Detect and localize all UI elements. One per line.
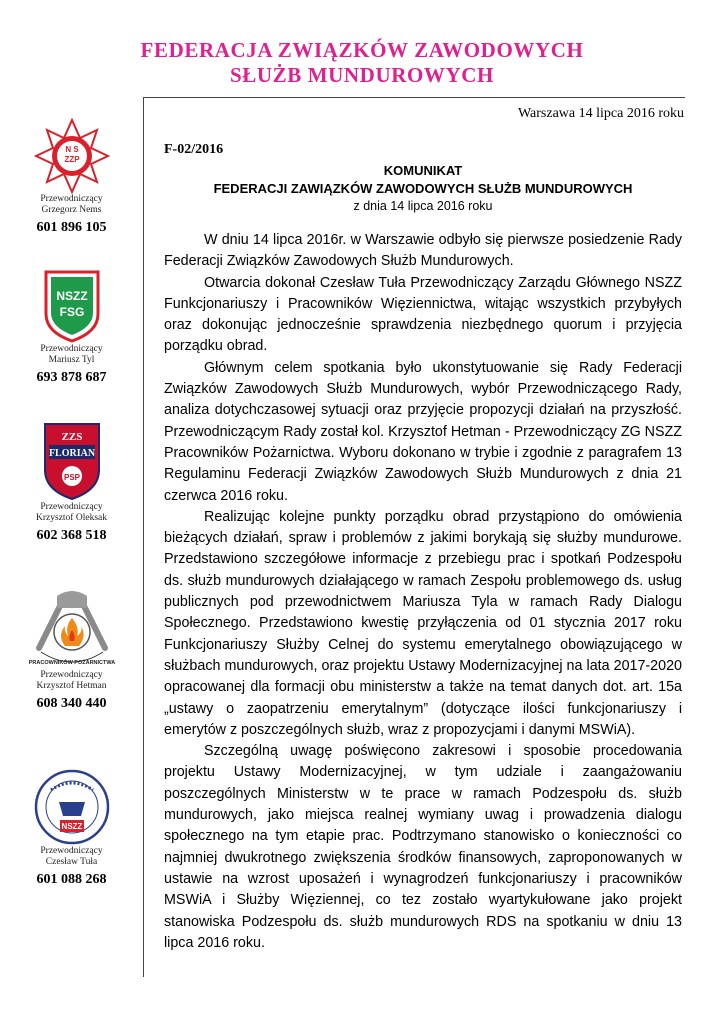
contact-role: Przewodniczący: [40, 194, 103, 204]
header-line-2: SŁUŻB MUNDUROWYCH: [230, 63, 494, 87]
sidebar-contact-2: [0, 268, 143, 386]
svg-text:PRACOWNIKÓW POŻARNICTWA: PRACOWNIKÓW POŻARNICTWA: [28, 660, 115, 666]
paragraph: Realizując kolejne punkty porządku obrad przystąpiono do omówienia bieżących działań, spraw i problemów z jakimi borykają się służby mundurowe. Przedstawiono szczegółowe informacje z przebiegu prac i spotkań Podzespołu ds. służb mundurowych działającego w ramach Zespołu problemowego ds. usług publicznych pod przewodnictwem Mariusza Tyla w ramach Rady Dialogu Społecznego. Przedstawiono kwestię przyłączenia od 01 stycznia 2017 roku Funkcjonariuszy Służby Celnej do systemu emerytalnego obowiązującego w służbach mundurowych, oraz projektu Ustawy Modernizacyjnej na lata 2017-2020 opracowanej dla formacji obu ministerstw a także na temat danych dot. art. 15a „ustawy o zaopatrzeniu emerytalnym” (dotyczące ilości funkcjonariuszy i emerytów z poszczególnych służb, wraz z propozycjami i danymi MSWiA).: [164, 508, 682, 738]
sidebar-contact-1: [0, 118, 143, 236]
vertical-rule: [143, 97, 144, 977]
svg-text:NSZZ: NSZZ: [55, 289, 88, 303]
paragraph: Otwarcia dokonał Czesław Tuła Przewodniczący Zarządu Głównego NSZZ Funkcjonariuszy i Pracowników Więziennictwa, witając wszystkich przybyłych oraz dokonując jednocześnie sprawdzenia niezbędnego quorum i przyjęcia porządku obrad.: [164, 274, 682, 355]
svg-text:NSZZ: NSZZ: [61, 822, 82, 831]
contact-name: Krzysztof Oleksak: [36, 513, 107, 523]
contact-name: Krzysztof Hetman: [36, 681, 107, 691]
document-body: [164, 142, 682, 954]
paragraph: Szczególną uwagę poświęcono zakresowi i sposobie procedowania projektu Ustawy Modernizacyjnej, w tym udziale i zaangażowaniu poszczególnych Ministerstw w te prace w ramach Podzespołu ds. służb mundurowych, jako miejsca realnej wymiany uwag i prowadzenia dialogu społecznego na tym etapie prac. Podtrzymano stanowisko o konieczności co najmniej dwukrotnego zwiększenia środków finansowych, zaproponowanych w ustawie na wzrost uposażeń i wynagrodzeń funkcjonariuszy i pracowników MSWiA i Służby Więziennej, co tez zostało wyartykułowane jako projekt stanowiska Podzespołu ds. służb mundurowych RDS na spotkaniu w dniu 13 lipca 2016 roku.: [164, 743, 682, 951]
document-subtitle: z dnia 14 lipca 2016 roku: [353, 199, 493, 213]
document-title-line-2: FEDERACJI ZAWIĄZKÓW ZAWODOWYCH SŁUŻB MUNDUROWYCH: [213, 181, 633, 196]
nszzp-police-logo-icon: [34, 118, 110, 194]
nszz-fsg-logo-icon: [40, 268, 104, 344]
sidebar-contact-5: [0, 768, 143, 888]
svg-text:ZZS: ZZS: [61, 431, 82, 443]
nszz-pracownikow-pozarnictwa-logo-icon: [27, 586, 117, 670]
header-line-1: FEDERACJA ZWIĄZKÓW ZAWODOWYCH: [140, 38, 584, 62]
contact-name: Grzegorz Nems: [41, 205, 102, 215]
svg-text:FSG: FSG: [59, 305, 84, 319]
nszz-wieziennictwa-logo-icon: [33, 768, 111, 846]
svg-text:PSP: PSP: [63, 473, 80, 482]
svg-text:N S: N S: [64, 145, 79, 154]
contact-role: Przewodniczący: [40, 344, 103, 354]
contact-role: Przewodniczący: [40, 670, 103, 680]
zzs-florian-logo-icon: [41, 420, 103, 502]
document-title: KOMUNIKAT: [383, 163, 463, 178]
contact-phone: 601 896 105: [36, 220, 107, 235]
contact-role: Przewodniczący: [40, 502, 103, 512]
document-number: F-02/2016: [164, 142, 224, 157]
contact-phone: 602 368 518: [36, 528, 107, 543]
svg-text:FLORIAN: FLORIAN: [48, 448, 95, 459]
contact-name: Czesław Tuła: [45, 857, 98, 867]
horizontal-rule: [143, 97, 685, 98]
paragraph: W dniu 14 lipca 2016r. w Warszawie odbyło się pierwsze posiedzenie Rady Federacji Związków Zawodowych Służb Mundurowych.: [164, 232, 682, 270]
svg-text:ZZP: ZZP: [63, 155, 80, 164]
contact-phone: 608 340 440: [36, 696, 107, 711]
contact-phone: 693 878 687: [36, 370, 107, 385]
paragraph: Głównym celem spotkania było ukonstytuowanie się Rady Federacji Związków Zawodowych Służb Mundurowych, wybór Przewodniczącego Rady, analiza dotychczasowej sytuacji oraz przyjęcie propozycji działań na przyszłość. Przewodniczącym Rady został kol. Krzysztof Hetman - Przewodniczący ZG NSZZ Pracowników Pożarnictwa. Wyboru dokonano w trybie i zgodnie z paragrafem 13 Regulaminu Federacji Związków Zawodowych Służb Mundurowych z dnia 21 czerwca 2016 roku.: [164, 359, 683, 504]
contact-name: Mariusz Tyl: [48, 355, 95, 365]
date-line: Warszawa 14 lipca 2016 roku: [517, 106, 684, 121]
sidebar-contact-3: [0, 420, 143, 544]
contact-role: Przewodniczący: [40, 846, 103, 856]
federation-header: [0, 38, 724, 88]
sidebar-contact-4: [0, 586, 143, 712]
contact-phone: 601 088 268: [36, 872, 107, 887]
